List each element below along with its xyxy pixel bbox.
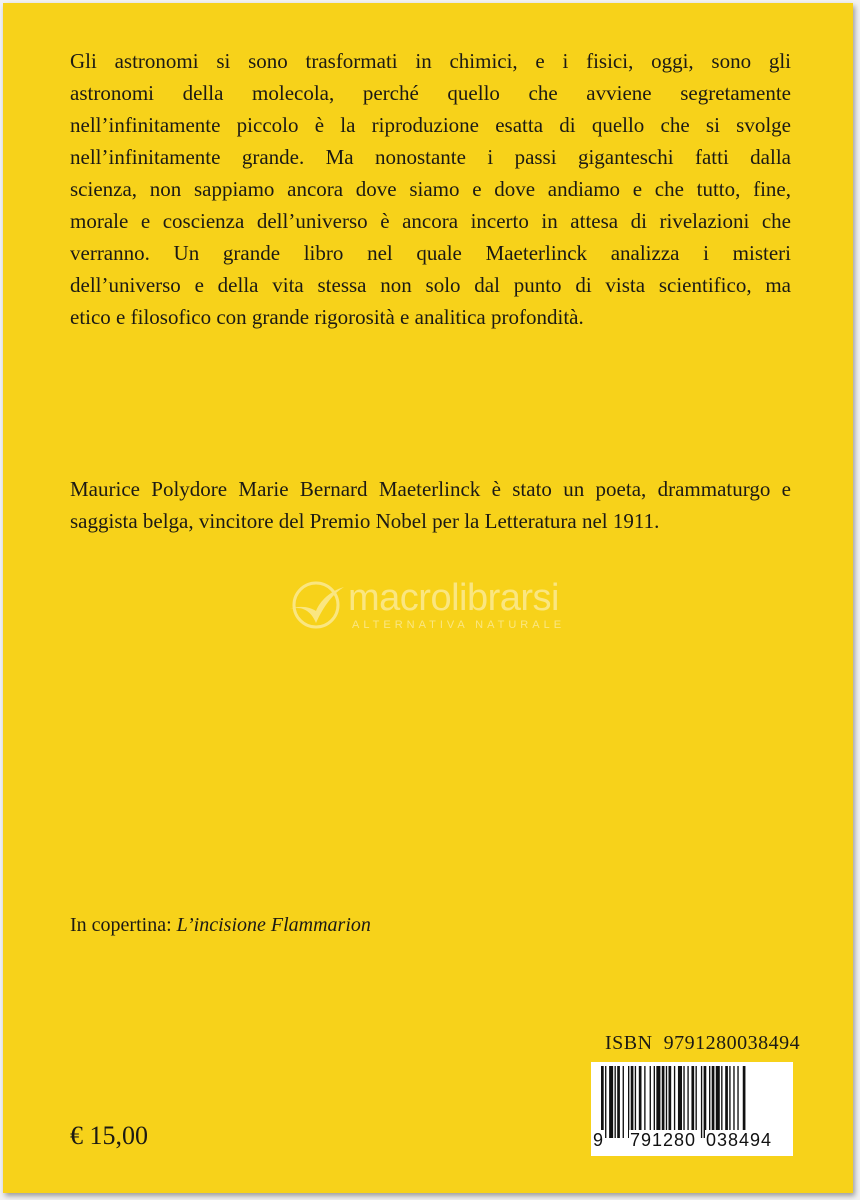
price: € 15,00: [70, 1121, 148, 1150]
description-line: nell’infinitamente piccolo è la riproduzione esatta di quello che si svolge: [70, 113, 791, 137]
watermark-tagline: ALTERNATIVA NATURALE: [352, 619, 566, 631]
barcode-bar: [609, 1066, 613, 1138]
barcode-bar: [631, 1066, 634, 1138]
barcode: [591, 1062, 793, 1156]
barcode-bar: [623, 1066, 624, 1138]
barcode-bar: [721, 1066, 722, 1138]
barcode-bar: [729, 1066, 730, 1138]
cover-image-title: L’incisione Flammarion: [176, 914, 371, 936]
barcode-digits-left: 791280: [630, 1130, 697, 1150]
barcode-bar: [666, 1066, 667, 1138]
barcode-bar: [691, 1066, 694, 1138]
barcode-bar: [639, 1066, 642, 1138]
description-line: dell’universo e della vita stessa non solo dal punto di vista scientifico, ma: [70, 273, 791, 297]
barcode-bar: [654, 1066, 655, 1138]
barcode-bar: [737, 1066, 738, 1138]
barcode-bar: [605, 1066, 606, 1138]
barcode-bar: [704, 1066, 707, 1138]
description-line: nell’infinitamente grande. Ma nonostante i passi giganteschi fatti dalla: [70, 145, 791, 169]
cover-credit: [70, 914, 371, 937]
barcode-bar: [635, 1066, 636, 1138]
barcode-digit-first: 9: [593, 1130, 604, 1150]
barcode-bars: [599, 1066, 789, 1138]
description-line: morale e coscienza dell’universo è ancora incerto in attesa di rivelazioni che: [70, 209, 791, 233]
description-line: verranno. Un grande libro nel quale Maeterlinck analizza i misteri: [70, 241, 791, 265]
barcode-bar: [601, 1066, 604, 1138]
barcode-bar: [709, 1066, 710, 1138]
barcode-bar: [644, 1066, 645, 1138]
macrolibrarsi-watermark: [286, 575, 596, 637]
back-cover: [3, 3, 853, 1193]
barcode-bar: [662, 1066, 665, 1138]
description-line: etico e filosofico con grande rigorosità e analitica profondità.: [70, 305, 584, 329]
description-line: Gli astronomi si sono trasformati in chimici, e i fisici, oggi, sono gli: [70, 49, 791, 73]
description-line: scienza, non sappiamo ancora dove siamo e dove andiamo e che tutto, fine,: [70, 177, 791, 201]
barcode-bar: [617, 1066, 620, 1138]
barcode-bar: [674, 1066, 675, 1138]
barcode-bar: [701, 1066, 702, 1138]
barcode-bar: [696, 1066, 697, 1138]
barcode-bar: [615, 1066, 616, 1138]
author-bio: [70, 473, 791, 537]
barcode-bar: [683, 1066, 684, 1138]
barcode-bar: [716, 1066, 720, 1138]
book-description: [70, 45, 791, 333]
barcode-bar: [687, 1066, 688, 1138]
barcode-digits-right: 038494: [706, 1130, 773, 1150]
barcode-bar: [650, 1066, 651, 1138]
leaf-logo-icon: [286, 579, 346, 631]
barcode-bar: [656, 1066, 660, 1138]
barcode-bar: [733, 1066, 734, 1138]
cover-credit-prefix: In copertina:: [70, 914, 177, 936]
barcode-bar: [712, 1066, 715, 1138]
watermark-brand-name: macrolibrarsi: [348, 577, 559, 619]
barcode-bar: [678, 1066, 682, 1138]
barcode-bar: [743, 1066, 746, 1138]
author-bio-line: Maurice Polydore Marie Bernard Maeterlinck è stato un poeta, drammaturgo e: [70, 477, 791, 501]
isbn-label: ISBN 9791280038494: [605, 1032, 801, 1054]
author-bio-line: saggista belga, vincitore del Premio Nobel per la Letteratura nel 1911.: [70, 509, 660, 533]
barcode-bar: [628, 1066, 629, 1138]
barcode-bar: [669, 1066, 672, 1138]
description-line: astronomi della molecola, perché quello che avviene segretamente: [70, 81, 791, 105]
barcode-bar: [725, 1066, 728, 1138]
